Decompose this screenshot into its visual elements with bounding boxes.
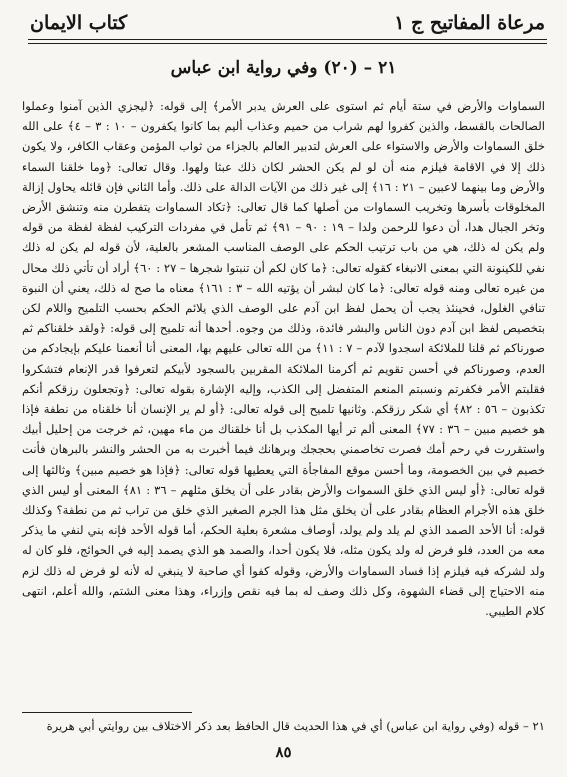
book-volume-title: مرعاة المفاتيح ج ١ xyxy=(394,12,545,34)
footnote-divider xyxy=(22,712,192,713)
body-paragraph: السماوات والأرض في ستة أيام ثم استوى على العرش يدبر الأمر﴾ إلى قوله: ﴿ليجزي الذين آمنوا وعملوا الصالحات بالقسط، والذين كفروا لهم شراب من حميم وعذاب أليم بما كانوا يكفرون – ١٠ : ٣ – ٤﴾ على الله خلق السماوات والأرض والاستواء على العرش لتدبير العالم بالجزاء من ثواب المؤمن وعقاب الكافر، ولا يكون ذلك إلا في الاقامة فيلزم منه أن لو لم يكن الحشر لكان ذلك عبثا ولهوا. وقال تعالى: ﴿وما خلقنا السماء والأرض وما بينهما لاعبين – ٢١ : ١٦﴾ إلى غير ذلك من الآيات الدالة على ذلك. وأما الثاني فإن قائله يحاول إزالة المخلوقات بأسرها وتخريب السماوات من أصلها كما قال تعالى: ﴿تكاد السماوات يتفطرن منه وتنشق الأرض وتخر الجبال هدا، أن دعوا للرحمن ولدا – ١٩ : ٩٠ – ٩١﴾ ثم تأمل في مفردات التركيب لفظة لفظة من قوله ولم يكن له ذلك، هي من باب ترتيب الحكم على الوصف المناسب المشعر بالعلية، لأن قوله لم يكن له ذلك نفي للكينونة التي بمعنى الانبغاء كقوله تعالى: ﴿ما كان لكم أن تنبتوا شجرها – ٢٧ : ٦٠﴾ أراد أن تأتي ذلك محال من غيره تعالى ومنه قوله تعالى: ﴿ما كان لبشر أن يؤتيه الله – ٣ : ١٦١﴾ معناه ما صح له ذلك، يعني أن النبوة تنافي الغلول، فحينئذ يجب أن يحمل لفظ ابن آدم على الوصف الذي يلائم الحكم بحسب التلميح واللام لكن بتخصيص لفظ ابن آدم دون الناس والبشر فائدة، وذلك من وجوه. أحدها أنه تلميح إلى قوله: ﴿ولقد خلقناكم ثم صورناكم ثم قلنا للملائكة اسجدوا لآدم – ٧ : ١١﴾ من الله تعالى عليهم بها، المعنى أنا أنعمنا عليكم بإيجادكم من العدم، وصورناكم في أحسن تقويم ثم أكرمنا الملائكة المقربين بالسجود لأبيكم لتعرفوا قدر الإنعام فتشكروا فقلبتم الأمر فكفرتم ونسبتم المنعم المتفضل إلى الكذب، وإليه الإشارة بقوله تعالى: ﴿وتجعلون رزقكم أنكم تكذبون – ٥٦ : ٨٢﴾ أي شكر رزقكم. وثانيها تلميح إلى قوله تعالى: ﴿أو لم ير الإنسان أنا خلقناه من نطفة فإذا هو خصيم مبين – ٣٦ : ٧٧﴾ المعنى ألم تر أيها المكذب بل أنا خلقناك من ماء مهين، ثم خرجت من إحليل أبيك واستقررت في رحم أمك فصرت تخاصمني بحججك وبرهانك فيما أخبرت به من الحشر والنشر بالبرهان فأنت خصيم في بين الخصومة، وما أحسن موقع المفاجأة التي يعطيها قوله تعالى: ﴿فإذا هو خصيم مبين﴾ وثالثها إلى قوله تعالى: ﴿أو ليس الذي خلق السموات والأرض بقادر على أن يخلق مثلهم – ٣٦ : ٨١﴾ المعنى أو ليس الذي خلق هذه الأجرام العظام بقادر على أن يخلق مثل هذا الجرم الصغير الذي خلق من تراب ثم من نطفة؟ وكذلك قوله: أنا الأحد الصمد الذي لم يلد ولم يولد، أوصاف مشعرة بعلية الحكم، أما قوله الأحد فإنه بني لنفي ما يذكر معه من العدد، فلو فرض له ولد يكون مثله، فلا يكون أحدا، والصمد هو الذي يصمد إليه في الحوائج، فلو كان له ولد لشركه فيه فيلزم إذا فساد السماوات والأرض، وقوله كفوا أي صاحبة لا ينبغي له لأنه لو فرض له ذلك لزم منه الاحتياج إلى قضاء الشهوة، وكل ذلك وصف له بما فيه نقص وإزراء، وهذا معنى الشتم، والله أعلم، انتهى كلام الطيبي. xyxy=(22,99,546,619)
header-rule xyxy=(28,39,547,40)
main-text xyxy=(22,96,545,621)
footnote: ٢١ – قوله (وفي رواية ابن عباس) أي في هذا الحديث قال الحافظ بعد ذكر الاختلاف بين روايتي أبي هريرة xyxy=(46,719,545,733)
section-title: ٢١ – (٢٠) وفي رواية ابن عباس xyxy=(170,58,397,78)
header-rule-thin xyxy=(28,43,547,44)
chapter-title: كتاب الايمان xyxy=(30,12,128,34)
page-number: ٨٥ xyxy=(275,743,292,761)
running-header xyxy=(30,8,545,38)
